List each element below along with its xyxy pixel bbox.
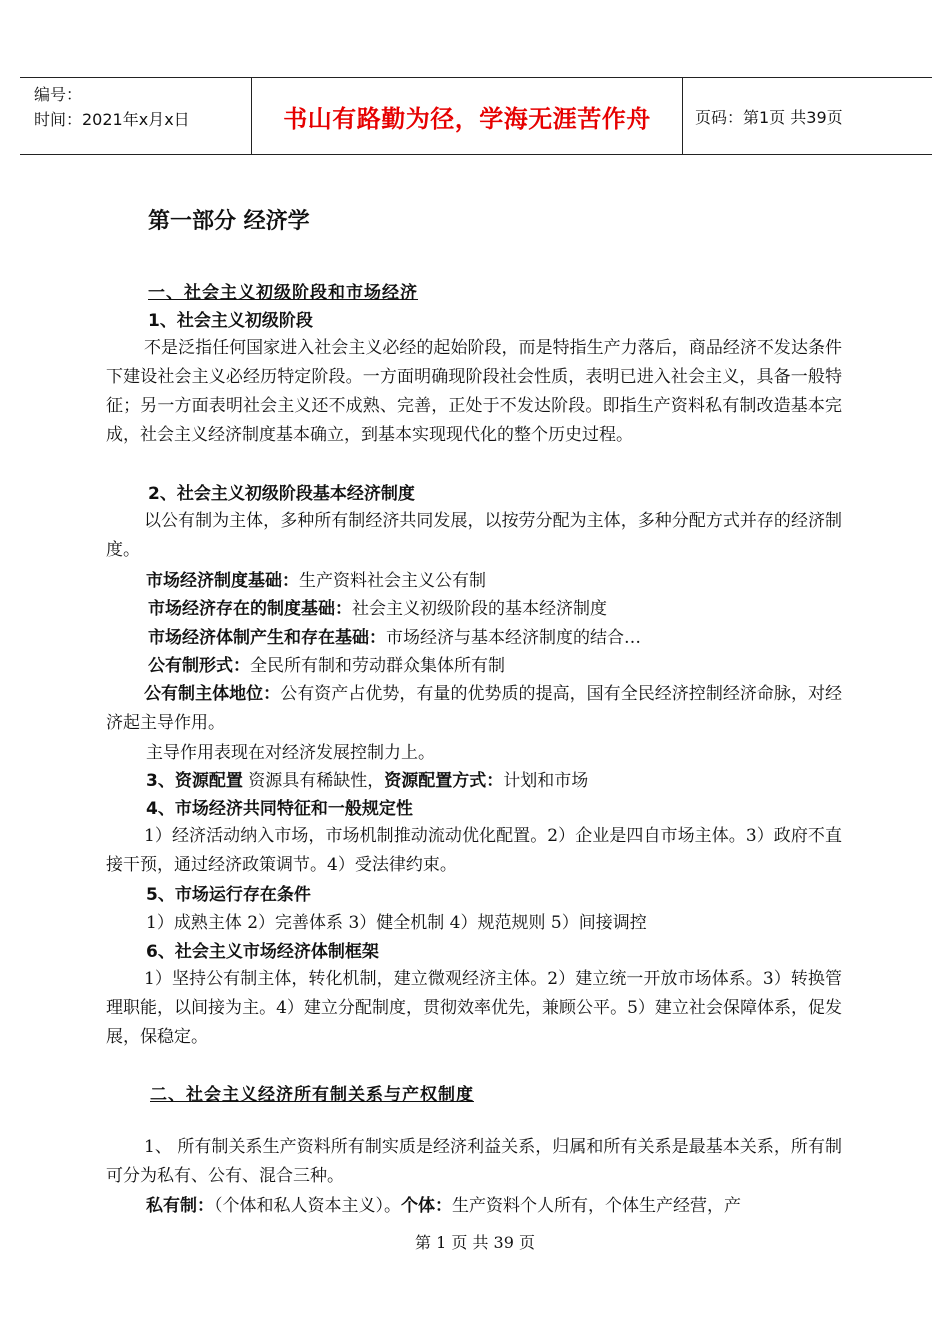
definition-1-text: 生产资料社会主义公有制 (299, 571, 486, 591)
definition-5-note: 主导作用表现在对经济发展控制力上。 (146, 743, 435, 763)
definition-4-label: 公有制形式： (148, 656, 250, 676)
paragraph-5: 1）成熟主体 2）完善体系 3）健全机制 4）规范规则 5）间接调控 (146, 913, 647, 933)
subheading-2: 2、社会主义初级阶段基本经济制度 (148, 484, 415, 504)
definition-3 (148, 623, 641, 648)
paragraph-1: 不是泛指任何国家进入社会主义必经的起始阶段，而是特指生产力落后，商品经济不发达条件下建设社会主义必经历特定阶段。一方面明确现阶段社会性质，表明已进入社会主义，具备一般特征；另一方面表明社会主义还不成熟、完善，正处于不发达阶段。即指生产资料私有制改造基本完成，社会主义经济制度基本确立，到基本实现现代化的整个历史过程。 (106, 338, 842, 445)
definition-1 (146, 566, 486, 591)
page-title: 第一部分 经济学 (148, 209, 310, 234)
resource-text: 资源具有稀缺性， (242, 771, 385, 791)
section-heading-1: 一、社会主义初级阶段和市场经济 (148, 283, 418, 303)
definition-1-label: 市场经济制度基础： (146, 571, 299, 591)
definition-3-label: 市场经济体制产生和存在基础： (148, 628, 386, 648)
header-motto-cell (252, 78, 683, 154)
subheading-1: 1、社会主义初级阶段 (148, 311, 313, 331)
resource-method-text: 计划和市场 (503, 771, 589, 791)
private-label: 私有制： (146, 1196, 214, 1216)
section-heading-2: 二、社会主义经济所有制关系与产权制度 (150, 1085, 474, 1105)
subheading-3: 3、资源配置 (146, 771, 243, 791)
resource-method-label: 资源配置方式： (384, 771, 504, 791)
definition-2-label: 市场经济存在的制度基础： (148, 599, 352, 619)
definition-5-label: 公有制主体地位： (144, 684, 281, 704)
individual-text: 生产资料个人所有，个体生产经营，产 (452, 1196, 741, 1216)
paragraph-6: 1）坚持公有制主体，转化机制，建立微观经济主体。2）建立统一开放市场体系。3）转换管理职能，以间接为主。4）建立分配制度，贯彻效率优先，兼顾公平。5）建立社会保障体系，促发展，保稳定。 (106, 969, 842, 1047)
definition-2-text: 社会主义初级阶段的基本经济制度 (352, 599, 607, 619)
paragraph-8 (146, 1191, 741, 1216)
subheading-4: 4、市场经济共同特征和一般规定性 (146, 799, 413, 819)
paragraph-7: 1、 所有制关系生产资料所有制实质是经济利益关系，归属和所有关系是最基本关系，所有制可分为私有、公有、混合三种。 (106, 1137, 842, 1186)
header-page-cell (683, 78, 932, 154)
paragraph-4: 1）经济活动纳入市场，市场机制推动流动优化配置。2）企业是四自市场主体。3）政府不直接干预，通过经济政策调节。4）受法律约束。 (106, 826, 842, 875)
definition-3-text: 市场经济与基本经济制度的结合… (386, 628, 641, 648)
page-label: 页码：第1页 共39页 (695, 107, 843, 127)
private-text: （个体和私人资本主义）。 (214, 1196, 401, 1216)
subheading-5: 5、市场运行存在条件 (146, 885, 311, 905)
paragraph-2: 以公有制为主体，多种所有制经济共同发展，以按劳分配为主体，多种分配方式并存的经济制度。 (106, 511, 842, 560)
definition-4 (148, 651, 505, 676)
definition-5-text: 公有资产占优势，有量的优势质的提高，国有全民经济控制经济命脉，对经济起主导作用。 (106, 684, 843, 733)
header-info-cell (20, 78, 252, 154)
serial-label: 编号： (34, 85, 83, 104)
motto-text: 书山有路勤为径，学海无涯苦作舟 (283, 104, 651, 133)
definition-5 (106, 680, 842, 738)
definition-4-text: 全民所有制和劳动群众集体所有制 (250, 656, 505, 676)
subheading-6: 6、社会主义市场经济体制框架 (146, 942, 379, 962)
time-label: 时间：2021年x月x日 (34, 110, 190, 129)
individual-label: 个体： (401, 1196, 452, 1216)
page-footer: 第 1 页 共 39 页 (415, 1233, 535, 1252)
definition-2 (148, 594, 607, 619)
resource-allocation (146, 766, 588, 791)
header-table (20, 77, 932, 155)
